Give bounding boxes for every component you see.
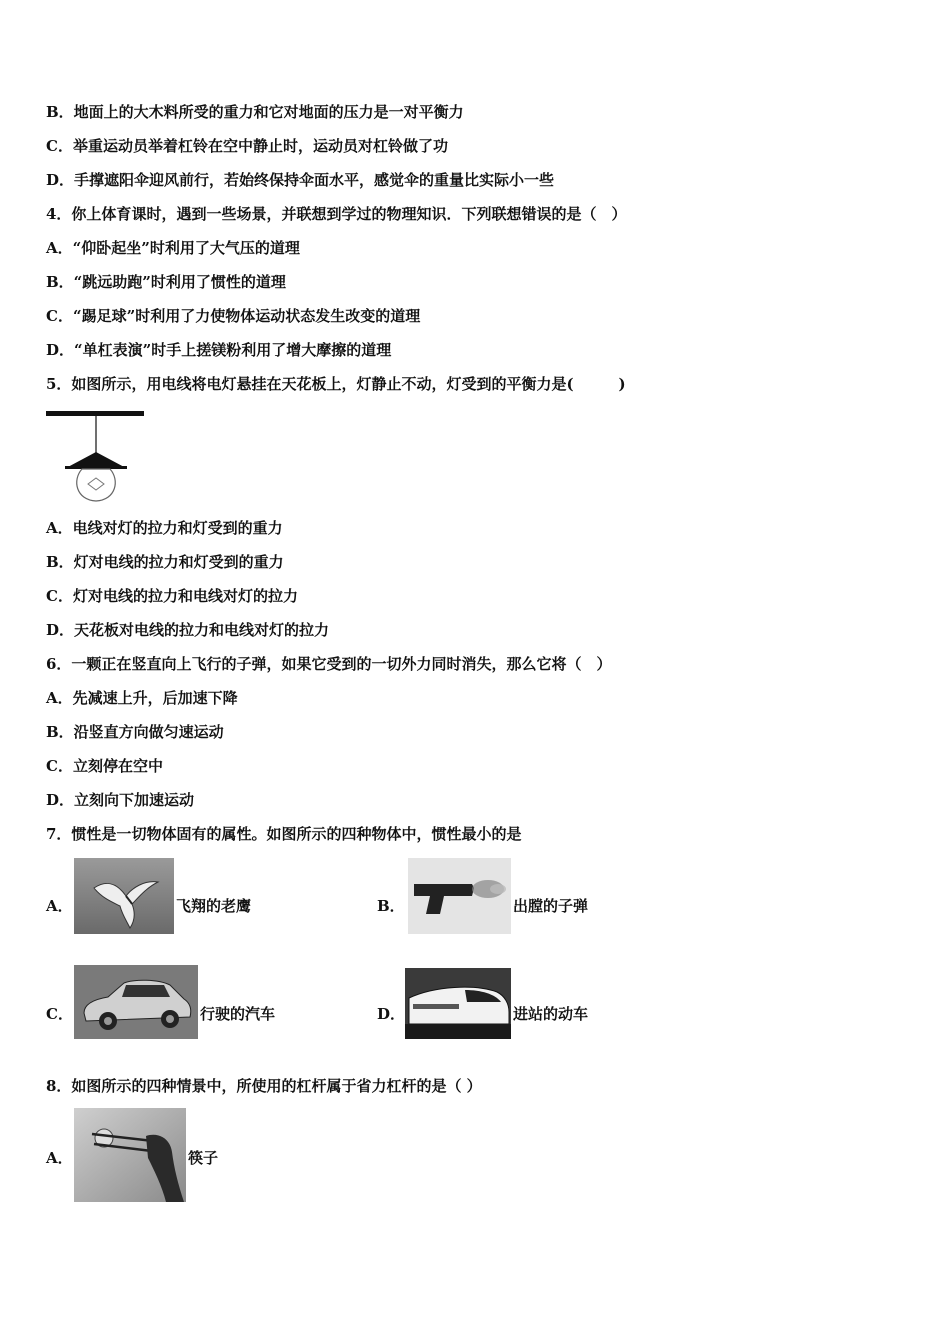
q4-option-a: A．“仰卧起坐”时利用了大气压的道理 [46,239,300,257]
q7-a-label: A． [46,897,73,915]
q3-option-d: D．手撑遮阳伞迎风前行，若始终保持伞面水平，感觉伞的重量比实际小一些 [46,171,555,189]
q5-stem: 5．如图所示，用电线将电灯悬挂在天花板上，灯静止不动，灯受到的平衡力是( ) [46,375,626,393]
car-photo [74,965,198,1039]
q7-a-text: 飞翔的老鹰 [176,897,252,915]
q3-option-c: C．举重运动员举着杠铃在空中静止时，运动员对杠铃做了功 [46,137,448,155]
q7-d-text: 进站的动车 [513,1005,589,1023]
ceiling-bar [46,411,144,416]
lamp-shade [66,452,126,468]
q4-option-b: B．“跳远助跑”时利用了惯性的道理 [46,273,286,291]
q7-d-label: D． [377,1005,406,1023]
q4-option-d: D．“单杠表演”时手上搓镁粉利用了增大摩擦的道理 [46,341,392,359]
q7-b-label: B． [377,897,405,915]
q5-option-d: D．天花板对电线的拉力和电线对灯的拉力 [46,621,330,639]
train-photo [405,968,511,1039]
q5-option-b: B．灯对电线的拉力和灯受到的重力 [46,553,284,571]
bulb [77,469,116,501]
q8-stem: 8．如图所示的四种情景中，所使用的杠杆属于省力杠杆的是（ ） [46,1077,482,1095]
q6-stem: 6．一颗正在竖直向上飞行的子弹，如果它受到的一切外力同时消失，那么它将（ ） [46,655,612,673]
gun-photo [408,858,511,934]
q8-a-text: 筷子 [188,1149,219,1167]
q5-option-a: A．电线对灯的拉力和灯受到的重力 [46,519,283,537]
q5-option-c: C．灯对电线的拉力和电线对灯的拉力 [46,587,298,605]
q7-c-label: C． [46,1005,73,1023]
q7-stem: 7．惯性是一切物体固有的属性。如图所示的四种物体中，惯性最小的是 [46,825,522,843]
q6-option-b: B．沿竖直方向做匀速运动 [46,723,224,741]
q6-option-a: A．先减速上升，后加速下降 [46,689,238,707]
eagle-photo [74,858,174,934]
q8-a-label: A． [46,1149,73,1167]
q4-option-c: C．“踢足球”时利用了力使物体运动状态发生改变的道理 [46,307,421,325]
q7-b-text: 出膛的子弹 [513,897,589,915]
chopsticks-photo [74,1108,186,1202]
q6-option-c: C．立刻停在空中 [46,757,163,775]
q3-option-b: B．地面上的大木料所受的重力和它对地面的压力是一对平衡力 [46,103,464,121]
q7-c-text: 行驶的汽车 [200,1005,276,1023]
hanging-lamp-figure [46,408,146,506]
q4-stem: 4．你上体育课时，遇到一些场景，并联想到学过的物理知识．下列联想错误的是（ ） [46,205,627,223]
q6-option-d: D．立刻向下加速运动 [46,791,195,809]
